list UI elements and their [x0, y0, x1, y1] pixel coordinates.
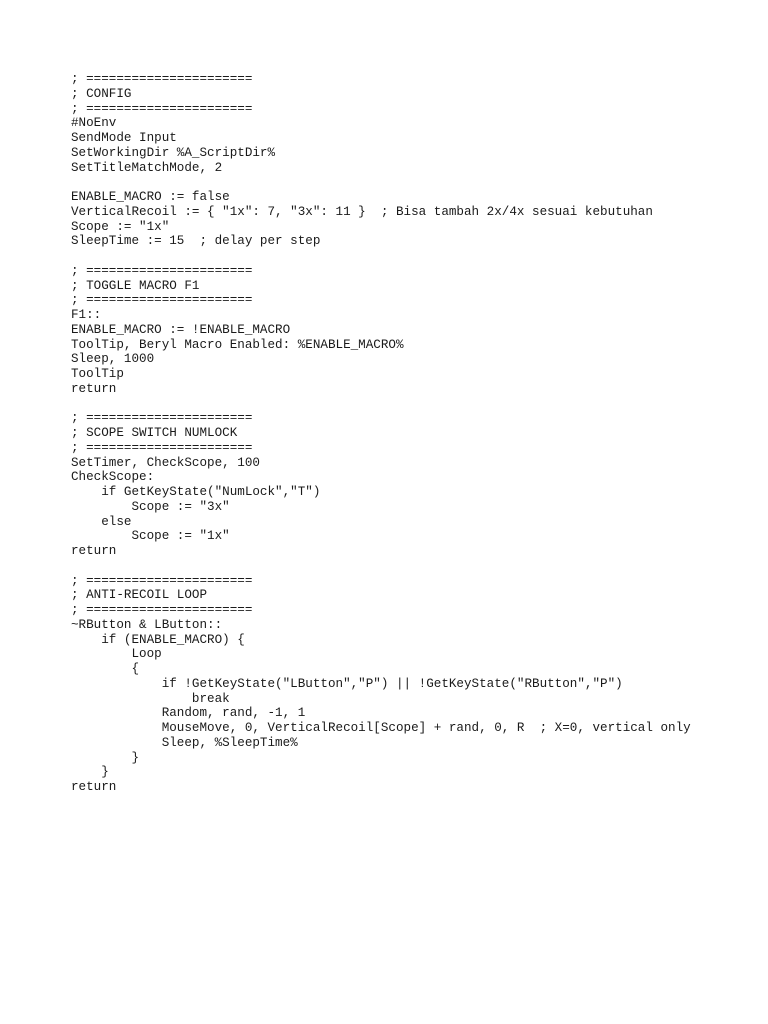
- code-line: ENABLE_MACRO := false: [71, 190, 230, 204]
- code-line: ToolTip, Beryl Macro Enabled: %ENABLE_MACRO%: [71, 337, 404, 352]
- code-line: [71, 175, 691, 190]
- code-line: ; ======================: [71, 440, 253, 455]
- code-line: }: [71, 765, 109, 780]
- code-line: if (ENABLE_MACRO) {: [71, 632, 245, 647]
- code-line: [71, 397, 691, 412]
- code-line: ; CONFIG: [71, 86, 132, 101]
- code-line: Scope := "3x": [71, 499, 230, 514]
- code-line: [71, 559, 691, 574]
- code-line: else: [71, 514, 132, 529]
- code-line: }: [71, 750, 140, 765]
- code-line: Scope := "1x": [71, 529, 230, 544]
- code-line: F1::: [71, 308, 102, 322]
- code-line: SetTitleMatchMode, 2: [71, 160, 223, 175]
- code-line: #NoEnv: [71, 116, 117, 131]
- code-line: if GetKeyState("NumLock","T"): [71, 485, 321, 499]
- code-line: ; ======================: [71, 411, 253, 426]
- code-line: ; TOGGLE MACRO F1: [71, 278, 200, 293]
- code-listing: [71, 72, 691, 795]
- code-line: ; ======================: [71, 603, 253, 617]
- code-line: return: [71, 544, 117, 558]
- code-line: break: [71, 691, 230, 706]
- code-line: ; ANTI-RECOIL LOOP: [71, 588, 208, 603]
- code-line: CheckScope:: [71, 470, 155, 485]
- code-line: return: [71, 381, 117, 396]
- code-line: Scope := "1x": [71, 219, 170, 234]
- code-line: SendMode Input: [71, 131, 177, 145]
- code-line: ; ======================: [71, 263, 253, 278]
- code-line: return: [71, 780, 117, 794]
- code-line: Loop: [71, 647, 162, 662]
- code-line: MouseMove, 0, VerticalRecoil[Scope] + rand, 0, R ; X=0, vertical only: [71, 721, 691, 735]
- code-line: if !GetKeyState("LButton","P") || !GetKeyState("RButton","P"): [71, 676, 623, 691]
- code-line: ; ======================: [71, 293, 253, 308]
- code-line: SetTimer, CheckScope, 100: [71, 455, 260, 470]
- code-line: ENABLE_MACRO := !ENABLE_MACRO: [71, 322, 291, 337]
- code-line: Sleep, 1000: [71, 352, 155, 367]
- code-line: VerticalRecoil := { "1x": 7, "3x": 11 } ; Bisa tambah 2x/4x sesuai kebutuhan: [71, 204, 653, 219]
- code-line: ; ======================: [71, 72, 253, 86]
- code-line: {: [71, 662, 140, 676]
- code-line: ; SCOPE SWITCH NUMLOCK: [71, 426, 238, 440]
- code-line: ~RButton & LButton::: [71, 617, 223, 632]
- code-line: Sleep, %SleepTime%: [71, 735, 298, 750]
- code-line: Random, rand, -1, 1: [71, 706, 306, 721]
- code-line: SetWorkingDir %A_ScriptDir%: [71, 145, 276, 160]
- code-line: ; ======================: [71, 101, 253, 116]
- code-line: ToolTip: [71, 367, 124, 381]
- code-line: ; ======================: [71, 573, 253, 588]
- code-line: [71, 249, 691, 264]
- code-line: SleepTime := 15 ; delay per step: [71, 234, 321, 249]
